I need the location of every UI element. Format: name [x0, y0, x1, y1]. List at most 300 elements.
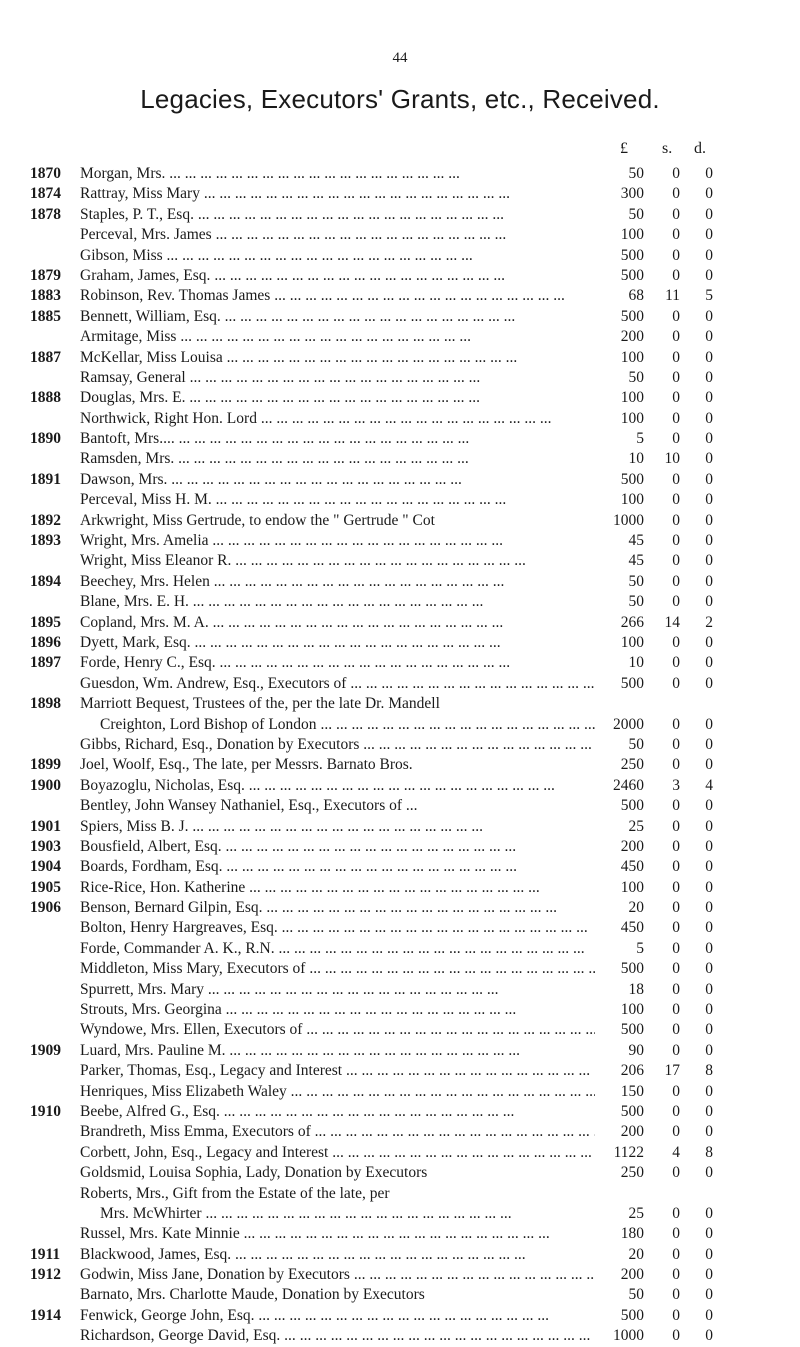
row-name: Beechey, Mrs. Helen ... .: [80, 572, 595, 592]
table-row: [0, 715, 800, 735]
row-name: Barnato, Mrs. Charlotte Maude, Donation by Executors: [80, 1286, 425, 1304]
row-pounds: 45: [628, 532, 644, 550]
row-name: Bolton, Henry Hargreaves, Esq. ... ... .: [80, 918, 595, 938]
row-name: Northwick, Right Hon. Lord ... .: [80, 409, 595, 429]
row-pounds: 100: [620, 1001, 644, 1019]
table-row: [0, 633, 800, 653]
table-row: [0, 388, 800, 408]
row-shillings: 0: [672, 1266, 680, 1284]
row-pounds: 90: [628, 1041, 644, 1059]
table-row: [0, 1306, 800, 1326]
table-row: [0, 1265, 800, 1285]
row-year: 1898: [30, 695, 61, 713]
row-shillings: 0: [672, 165, 680, 182]
row-shillings: 0: [672, 674, 680, 692]
row-name: Perceval, Mrs. James ... .: [80, 225, 595, 245]
row-pence: 0: [705, 858, 713, 876]
row-pence: 0: [705, 185, 713, 203]
row-name: Joel, Woolf, Esq., The late, per Messrs. Barnato Bros.: [80, 756, 413, 774]
row-name: Bantoft, Mrs.... ... .: [80, 429, 595, 449]
shillings-column-header: s.: [662, 140, 673, 157]
row-year: 1911: [30, 1245, 61, 1263]
row-pounds: 50: [628, 165, 644, 182]
row-shillings: 0: [672, 572, 680, 590]
pence-column-header: d.: [694, 140, 706, 157]
row-pounds: 450: [620, 919, 644, 937]
table-row: [0, 898, 800, 918]
row-name: Douglas, Mrs. E. ... .: [80, 388, 595, 408]
row-pounds: 206: [620, 1062, 644, 1080]
row-year: 1901: [30, 817, 61, 835]
row-pounds: 5: [636, 430, 644, 448]
row-pounds: 25: [628, 817, 644, 835]
row-pence: 0: [705, 1001, 713, 1019]
table-row: [0, 939, 800, 959]
row-name: Creighton, Lord Bishop of London ... .: [100, 715, 595, 735]
row-pounds: 1000: [613, 1327, 644, 1345]
row-name: Gibson, Miss ... ... .: [80, 246, 595, 266]
row-name: Arkwright, Miss Gertrude, to endow the " Gertrude " Cot: [80, 511, 435, 529]
row-pence: 0: [705, 470, 713, 488]
row-shillings: 0: [672, 1225, 680, 1243]
table-row: [0, 266, 800, 286]
row-name: Wright, Miss Eleanor R. ... .: [80, 551, 595, 571]
row-shillings: 17: [664, 1062, 680, 1080]
row-pounds: 25: [628, 1204, 644, 1222]
row-shillings: 14: [664, 613, 680, 631]
row-pounds: 10: [628, 654, 644, 672]
table-row: [0, 1020, 800, 1040]
row-pence: 0: [705, 593, 713, 611]
row-pounds: 50: [628, 735, 644, 753]
row-pence: 0: [705, 715, 713, 733]
table-row: [0, 980, 800, 1000]
row-pounds: 50: [628, 368, 644, 386]
row-name: Wyndowe, Mrs. Ellen, Executors of ... .: [80, 1020, 595, 1040]
row-pence: 0: [705, 205, 713, 223]
row-shillings: 0: [672, 837, 680, 855]
table-row: [0, 653, 800, 673]
row-name: Rattray, Miss Mary ... ... .: [80, 184, 595, 204]
row-pounds: 100: [620, 389, 644, 407]
table-row: [0, 1184, 800, 1204]
row-year: 1905: [30, 878, 61, 896]
row-year: 1910: [30, 1102, 61, 1120]
row-shillings: 0: [672, 348, 680, 366]
row-name: Luard, Mrs. Pauline M. ... .: [80, 1041, 595, 1061]
row-pence: 5: [705, 287, 713, 305]
table-row: [0, 164, 800, 184]
row-pence: 0: [705, 572, 713, 590]
row-pounds: 1122: [613, 1143, 644, 1161]
row-shillings: 0: [672, 185, 680, 203]
table-row: [0, 735, 800, 755]
row-year: 1914: [30, 1306, 61, 1324]
table-row: [0, 776, 800, 796]
row-shillings: 0: [672, 960, 680, 978]
table-row: [0, 878, 800, 898]
row-name: Parker, Thomas, Esq., Legacy and Interest ... .: [80, 1061, 595, 1081]
row-name: Spurrett, Mrs. Mary ... .: [80, 980, 595, 1000]
table-row: [0, 796, 800, 816]
row-pounds: 100: [620, 409, 644, 427]
row-pence: 0: [705, 756, 713, 774]
table-row: [0, 429, 800, 449]
row-pounds: 500: [620, 960, 644, 978]
row-name: Graham, James, Esq. ... .: [80, 266, 595, 286]
table-row: [0, 918, 800, 938]
row-shillings: 0: [672, 1286, 680, 1304]
row-year: 1896: [30, 633, 61, 651]
row-pounds: 200: [620, 328, 644, 346]
row-name: Dawson, Mrs. ... .: [80, 470, 595, 490]
row-pounds: 300: [620, 185, 644, 203]
row-pence: 8: [705, 1062, 713, 1080]
table-row: [0, 1245, 800, 1265]
row-name: Middleton, Miss Mary, Executors of ... .: [80, 959, 595, 979]
row-name: Gibbs, Richard, Esq., Donation by Executors ... ... .: [80, 735, 595, 755]
table-row: [0, 184, 800, 204]
table-row: [0, 246, 800, 266]
row-pence: 0: [705, 552, 713, 570]
row-name: Copland, Mrs. M. A. ... .: [80, 613, 595, 633]
row-name: Spiers, Miss B. J. ... .: [80, 817, 595, 837]
row-pence: 0: [705, 960, 713, 978]
table-row: [0, 1285, 800, 1305]
row-name: Perceval, Miss H. M. ... .: [80, 490, 595, 510]
row-name: Ramsden, Mrs. ... .: [80, 449, 595, 469]
table-row: [0, 1082, 800, 1102]
row-name: Wright, Mrs. Amelia ... .: [80, 531, 595, 551]
row-shillings: 0: [672, 1164, 680, 1182]
row-pence: 0: [705, 654, 713, 672]
row-pounds: 250: [620, 1164, 644, 1182]
row-year: 1888: [30, 389, 61, 407]
row-pence: 0: [705, 1164, 713, 1182]
row-pence: 0: [705, 1306, 713, 1324]
row-shillings: 0: [672, 939, 680, 957]
row-year: 1890: [30, 430, 61, 448]
row-pence: 0: [705, 307, 713, 325]
row-pounds: 200: [620, 837, 644, 855]
table-row: [0, 409, 800, 429]
row-pounds: 18: [628, 980, 644, 998]
row-shillings: 0: [672, 1082, 680, 1100]
row-name: Brandreth, Miss Emma, Executors of ... .: [80, 1122, 595, 1142]
row-pounds: 500: [620, 470, 644, 488]
table-row: [0, 613, 800, 633]
row-name: Russel, Mrs. Kate Minnie ... ... .: [80, 1224, 595, 1244]
row-shillings: 0: [672, 368, 680, 386]
row-name: Forde, Henry C., Esq. ... .: [80, 653, 595, 673]
table-row: [0, 592, 800, 612]
row-shillings: 3: [672, 776, 680, 794]
row-name: Forde, Commander A. K., R.N. ... ... .: [80, 939, 595, 959]
row-name: Goldsmid, Louisa Sophia, Lady, Donation by Executors: [80, 1164, 428, 1182]
table-row: [0, 1061, 800, 1081]
row-pounds: 200: [620, 1123, 644, 1141]
row-name: Morgan, Mrs. ... .: [80, 164, 595, 184]
table-row: [0, 817, 800, 837]
row-year: 1899: [30, 756, 61, 774]
row-pence: 0: [705, 226, 713, 244]
row-pence: 0: [705, 165, 713, 182]
row-pounds: 1000: [613, 511, 644, 529]
row-name: Boards, Fordham, Esq. ... .: [80, 857, 595, 877]
row-pence: 0: [705, 899, 713, 917]
row-pounds: 50: [628, 572, 644, 590]
table-row: [0, 225, 800, 245]
table-row: [0, 551, 800, 571]
row-year: 1903: [30, 837, 61, 855]
row-pence: 0: [705, 409, 713, 427]
row-shillings: 0: [672, 307, 680, 325]
row-pence: 0: [705, 389, 713, 407]
row-pence: 0: [705, 532, 713, 550]
row-pence: 0: [705, 1286, 713, 1304]
page-title: Legacies, Executors' Grants, etc., Received.: [140, 84, 660, 114]
row-pounds: 5: [636, 939, 644, 957]
row-pounds: 2460: [613, 776, 644, 794]
row-name: Blackwood, James, Esq. ... .: [80, 1245, 595, 1265]
row-shillings: 0: [672, 491, 680, 509]
row-name: Ramsay, General ... .: [80, 368, 595, 388]
row-pence: 0: [705, 797, 713, 815]
row-pence: 0: [705, 817, 713, 835]
row-pence: 0: [705, 266, 713, 284]
row-year: 1891: [30, 470, 61, 488]
row-shillings: 0: [672, 899, 680, 917]
row-shillings: 0: [672, 409, 680, 427]
row-year: 1870: [30, 165, 61, 182]
row-pounds: 500: [620, 674, 644, 692]
table-row: [0, 490, 800, 510]
pounds-column-header: £: [620, 140, 628, 157]
row-shillings: 10: [664, 450, 680, 468]
table-row: [0, 755, 800, 775]
row-pence: 0: [705, 837, 713, 855]
row-name: Bousfield, Albert, Esq. ... .: [80, 837, 595, 857]
row-name: Fenwick, George John, Esq. ... .: [80, 1306, 595, 1326]
table-row: [0, 1102, 800, 1122]
table-row: [0, 1041, 800, 1061]
row-pence: 0: [705, 878, 713, 896]
row-pence: 0: [705, 1327, 713, 1345]
row-shillings: 0: [672, 735, 680, 753]
row-pounds: 180: [620, 1225, 644, 1243]
row-name: Bentley, John Wansey Nathaniel, Esq., Executors of ...: [80, 797, 418, 815]
row-shillings: 0: [672, 1001, 680, 1019]
table-row: [0, 1326, 800, 1346]
row-name: Armitage, Miss ... .: [80, 327, 595, 347]
row-pounds: 100: [620, 633, 644, 651]
row-pence: 0: [705, 328, 713, 346]
row-name: Henriques, Miss Elizabeth Waley ... ... .: [80, 1082, 595, 1102]
row-pounds: 20: [628, 1245, 644, 1263]
row-pounds: 2000: [613, 715, 644, 733]
table-row: [0, 470, 800, 490]
row-pence: 0: [705, 511, 713, 529]
row-shillings: 0: [672, 1041, 680, 1059]
row-shillings: 4: [672, 1143, 680, 1161]
row-shillings: 0: [672, 1021, 680, 1039]
row-pounds: 150: [620, 1082, 644, 1100]
table-row: [0, 572, 800, 592]
row-pounds: 45: [628, 552, 644, 570]
row-shillings: 0: [672, 430, 680, 448]
row-name: Dyett, Mark, Esq. ... ... .: [80, 633, 595, 653]
row-shillings: 0: [672, 633, 680, 651]
row-name: Bennett, William, Esq. ... .: [80, 307, 595, 327]
table-row: [0, 857, 800, 877]
row-year: 1895: [30, 613, 61, 631]
row-pounds: 10: [628, 450, 644, 468]
row-pounds: 50: [628, 1286, 644, 1304]
row-shillings: 0: [672, 919, 680, 937]
row-name: Corbett, John, Esq., Legacy and Interest ... .: [80, 1143, 595, 1163]
table-row: [0, 205, 800, 225]
row-name: Mrs. McWhirter ... ... .: [100, 1204, 595, 1224]
row-pounds: 450: [620, 858, 644, 876]
table-row: [0, 327, 800, 347]
row-pence: 0: [705, 1204, 713, 1222]
row-shillings: 0: [672, 205, 680, 223]
table-row: [0, 348, 800, 368]
row-year: 1885: [30, 307, 61, 325]
row-pounds: 100: [620, 491, 644, 509]
row-year: 1894: [30, 572, 61, 590]
table-row: [0, 1143, 800, 1163]
row-pence: 0: [705, 1123, 713, 1141]
row-shillings: 0: [672, 654, 680, 672]
row-shillings: 0: [672, 532, 680, 550]
row-name: McKellar, Miss Louisa ... .: [80, 348, 595, 368]
row-shillings: 0: [672, 858, 680, 876]
table-row: [0, 959, 800, 979]
row-year: 1909: [30, 1041, 61, 1059]
row-name: Rice-Rice, Hon. Katherine ... .: [80, 878, 595, 898]
row-pence: 0: [705, 1225, 713, 1243]
row-name: Richardson, George David, Esq. ... ... .: [80, 1326, 595, 1346]
row-pence: 0: [705, 939, 713, 957]
row-shillings: 0: [672, 980, 680, 998]
row-pence: 0: [705, 1245, 713, 1263]
table-row: [0, 1163, 800, 1183]
row-pence: 0: [705, 246, 713, 264]
row-shillings: 0: [672, 511, 680, 529]
row-pence: 0: [705, 450, 713, 468]
row-shillings: 11: [665, 287, 680, 305]
row-shillings: 0: [672, 1102, 680, 1120]
row-pounds: 500: [620, 246, 644, 264]
table-row: [0, 449, 800, 469]
row-year: 1874: [30, 185, 61, 203]
row-pounds: 500: [620, 1102, 644, 1120]
row-pounds: 100: [620, 226, 644, 244]
row-pounds: 100: [620, 348, 644, 366]
row-pence: 0: [705, 430, 713, 448]
row-shillings: 0: [672, 797, 680, 815]
row-shillings: 0: [672, 593, 680, 611]
row-pounds: 500: [620, 266, 644, 284]
row-pounds: 200: [620, 1266, 644, 1284]
row-pence: 0: [705, 735, 713, 753]
row-shillings: 0: [672, 470, 680, 488]
row-name: Strouts, Mrs. Georgina ... .: [80, 1000, 595, 1020]
row-pounds: 500: [620, 1021, 644, 1039]
row-shillings: 0: [672, 328, 680, 346]
row-shillings: 0: [672, 1204, 680, 1222]
row-year: 1887: [30, 348, 61, 366]
row-year: 1897: [30, 654, 61, 672]
row-name: Beebe, Alfred G., Esq. ... .: [80, 1102, 595, 1122]
row-pence: 0: [705, 1266, 713, 1284]
row-name: Benson, Bernard Gilpin, Esq. ... .: [80, 898, 595, 918]
row-pounds: 500: [620, 307, 644, 325]
table-row: [0, 837, 800, 857]
row-name: Guesdon, Wm. Andrew, Esq., Executors of ... .: [80, 674, 595, 694]
row-name: Staples, P. T., Esq. ... ... .: [80, 205, 595, 225]
table-row: [0, 674, 800, 694]
row-pence: 0: [705, 674, 713, 692]
row-pence: 0: [705, 348, 713, 366]
row-pence: 8: [705, 1143, 713, 1161]
row-pounds: 20: [628, 899, 644, 917]
row-pounds: 500: [620, 797, 644, 815]
table-row: [0, 1204, 800, 1224]
row-shillings: 0: [672, 1327, 680, 1345]
row-year: 1878: [30, 205, 61, 223]
row-name: Roberts, Mrs., Gift from the Estate of the late, per: [80, 1184, 390, 1202]
table-row: [0, 286, 800, 306]
row-pounds: 68: [628, 287, 644, 305]
row-pence: 2: [705, 613, 713, 631]
row-pence: 0: [705, 980, 713, 998]
table-row: [0, 1224, 800, 1244]
row-shillings: 0: [672, 226, 680, 244]
row-pounds: 500: [620, 1306, 644, 1324]
row-pence: 0: [705, 1082, 713, 1100]
row-shillings: 0: [672, 715, 680, 733]
row-pence: 0: [705, 491, 713, 509]
row-shillings: 0: [672, 1306, 680, 1324]
table-row: [0, 511, 800, 531]
row-shillings: 0: [672, 756, 680, 774]
table-row: [0, 694, 800, 714]
row-pence: 0: [705, 633, 713, 651]
row-pounds: 250: [620, 756, 644, 774]
row-name: Boyazoglu, Nicholas, Esq. ... ... .: [80, 776, 595, 796]
page-number: 44: [392, 50, 408, 66]
row-year: 1893: [30, 532, 61, 550]
row-shillings: 0: [672, 1245, 680, 1263]
row-year: 1892: [30, 511, 61, 529]
row-year: 1900: [30, 776, 61, 794]
row-pence: 0: [705, 1041, 713, 1059]
legacies-table: [0, 164, 800, 1347]
row-pounds: 100: [620, 878, 644, 896]
row-name: Robinson, Rev. Thomas James ... .: [80, 286, 595, 306]
row-shillings: 0: [672, 878, 680, 896]
row-year: 1906: [30, 899, 61, 917]
row-name: Godwin, Miss Jane, Donation by Executors ... .: [80, 1265, 595, 1285]
row-pence: 0: [705, 1102, 713, 1120]
row-shillings: 0: [672, 817, 680, 835]
table-row: [0, 307, 800, 327]
table-row: [0, 1000, 800, 1020]
table-row: [0, 368, 800, 388]
row-pence: 0: [705, 1021, 713, 1039]
